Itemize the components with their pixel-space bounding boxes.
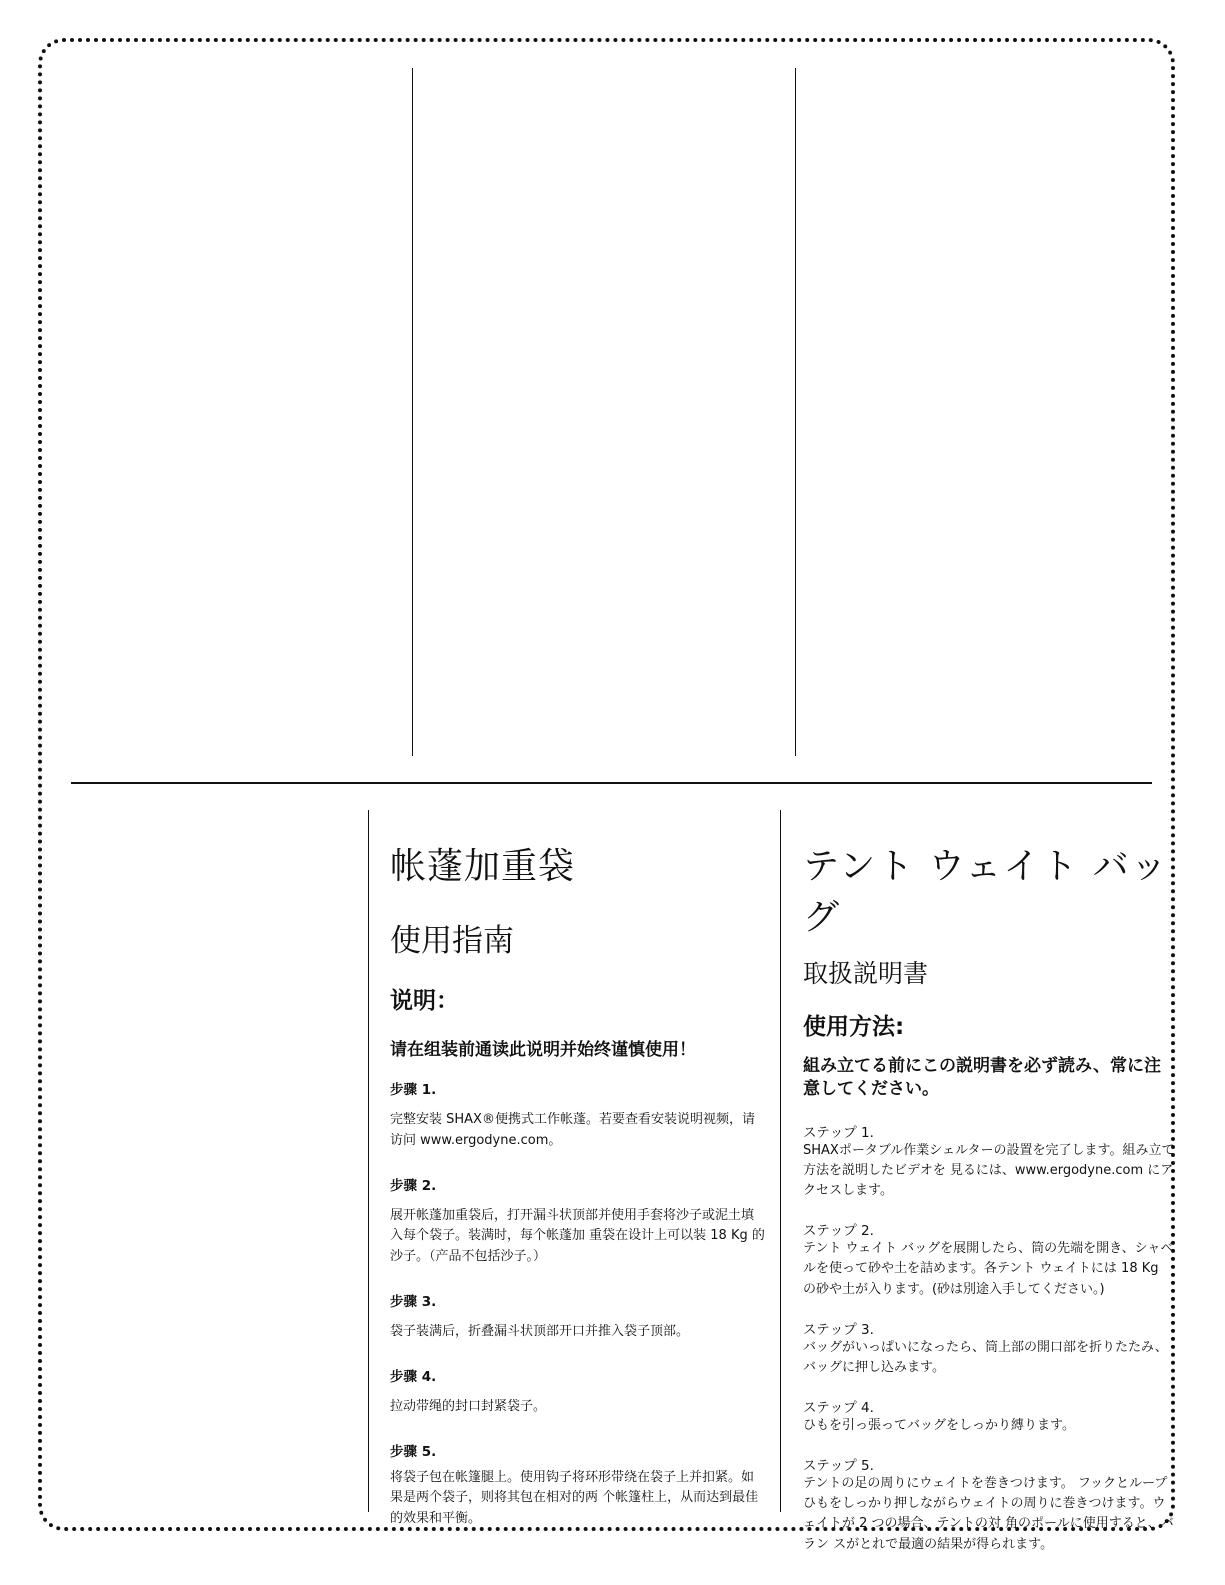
jp-step-label: ステップ 5. bbox=[803, 1458, 874, 1475]
jp-step-text: テントの足の周りにウェイトを巻きつけます。 フックとループひもをしっかり押しながらウェイトの周りに巻きつけます。ウェイトが 2 つの場合、テントの対 角のポールに使用すると、バラン スがとれで最適の結果が得られます。 bbox=[803, 1476, 1174, 1552]
fold-line-top-right bbox=[795, 68, 796, 756]
cn-subtitle: 使用指南 bbox=[390, 923, 514, 959]
cn-step-2 bbox=[390, 1174, 765, 1268]
jp-warning: 組み立てる前にこの説明書を必ず読み、常に注意してください。 bbox=[803, 1056, 1162, 1099]
horizontal-fold-line bbox=[71, 782, 1152, 784]
cn-step-4 bbox=[390, 1365, 765, 1418]
cn-step-label: 步骤 2. bbox=[390, 1177, 437, 1194]
cn-step-text: 完整安装 SHAX®便携式工作帐蓬。若要查看安装说明视频，请访问 www.ergodyne.com。 bbox=[390, 1112, 755, 1148]
jp-step-text: テント ウェイト バッグを展開したら、筒の先端を開き、シャベルを使って砂や土を詰めます。各テント ウェイトには 18 Kg の砂や土が入ります。(砂は別途入手してください。) bbox=[803, 1241, 1174, 1297]
cn-step-text: 展开帐蓬加重袋后，打开漏斗状顶部并使用手套将沙子或泥土填入每个袋子。装满时，每个帐蓬加 重袋在设计上可以装 18 Kg 的沙子。（产品不包括沙子。） bbox=[390, 1207, 765, 1265]
jp-step-1 bbox=[803, 1121, 1175, 1201]
jp-step-text: バッグがいっぱいになったら、筒上部の開口部を折りたたみ、バッグに押し込みます。 bbox=[803, 1339, 1168, 1375]
cn-step-label: 步骤 5. bbox=[390, 1443, 437, 1460]
cn-step-3 bbox=[390, 1290, 765, 1343]
cn-heading: 说明： bbox=[390, 988, 459, 1014]
fold-line-top-left bbox=[412, 68, 413, 756]
cn-step-text: 袋子装满后，折叠漏斗状顶部开口并推入袋子顶部。 bbox=[390, 1323, 690, 1339]
cn-step-label: 步骤 1. bbox=[390, 1082, 437, 1098]
jp-step-5 bbox=[803, 1454, 1175, 1555]
japanese-instructions-panel bbox=[803, 838, 1175, 1555]
jp-step-label: ステップ 1. bbox=[803, 1124, 874, 1141]
jp-title: テント ウェイト バッグ bbox=[803, 846, 1169, 938]
cn-step-text: 拉动带绳的封口封紧袋子。 bbox=[390, 1398, 547, 1414]
cn-step-1 bbox=[390, 1078, 765, 1152]
cn-title: 帐蓬加重袋 bbox=[390, 846, 576, 887]
jp-step-label: ステップ 2. bbox=[803, 1223, 874, 1240]
jp-step-2 bbox=[803, 1219, 1175, 1299]
chinese-instructions-panel bbox=[390, 838, 765, 1530]
cn-step-label: 步骤 4. bbox=[390, 1368, 437, 1385]
jp-step-label: ステップ 3. bbox=[803, 1321, 874, 1338]
jp-step-4 bbox=[803, 1396, 1175, 1436]
jp-step-text: SHAXポータブル作業シェルターの設置を完了します。組み立て方法を説明したビデオを 見るには、www.ergodyne.com にアクセスします。 bbox=[803, 1142, 1175, 1199]
fold-line-bottom-right bbox=[780, 810, 781, 1512]
fold-line-bottom-left bbox=[368, 810, 369, 1512]
jp-step-text: ひもを引っ張ってバッグをしっかり縛ります。 bbox=[803, 1418, 1075, 1433]
cn-warning: 请在组装前通读此说明并始终谨慎使用！ bbox=[390, 1040, 696, 1060]
cn-step-label: 步骤 3. bbox=[390, 1293, 437, 1310]
jp-subtitle: 取扱説明書 bbox=[803, 959, 929, 988]
cn-step-5 bbox=[390, 1440, 765, 1530]
jp-step-label: ステップ 4. bbox=[803, 1400, 874, 1416]
jp-step-3 bbox=[803, 1318, 1175, 1378]
cn-step-text: 将袋子包在帐篷腿上。使用钩子将环形带绕在袋子上并扣紧。如果是两个袋子，则将其包在相对的两 个帐篷柱上，从而达到最佳的效果和平衡。 bbox=[390, 1469, 759, 1527]
jp-heading: 使用方法: bbox=[803, 1014, 905, 1040]
